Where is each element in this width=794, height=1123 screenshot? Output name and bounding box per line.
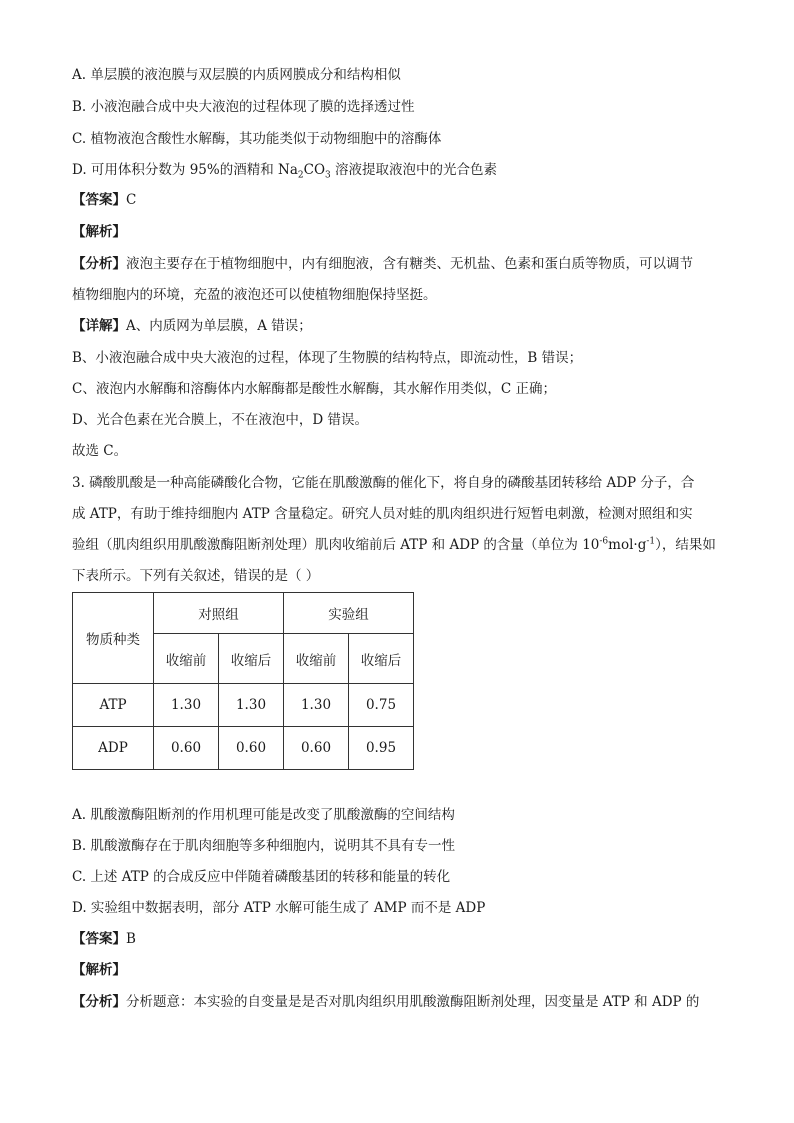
q2-xiangjie-b: B、小液泡融合成中央大液泡的过程，体现了生物膜的结构特点，即流动性，B 错误； bbox=[72, 350, 583, 366]
header-experiment-group: 实验组 bbox=[284, 593, 414, 634]
table-row bbox=[73, 727, 414, 770]
q3-stem-line-4: 下表所示。下列有关叙述，错误的是（ ） bbox=[72, 568, 320, 584]
q3-stem-line-3: 验组（肌肉组织用肌酸激酶阻断剂处理）肌肉收缩前后 ATP 和 ADP 的含量（单位为 $10^{-6}mol\cdot g^{-1}$），结果如 bbox=[72, 536, 716, 553]
subheader-cell: 收缩前 bbox=[154, 634, 219, 684]
table-cell: 1.30 bbox=[154, 684, 219, 727]
q3-option-b: B. 肌酸激酶存在于肌肉细胞等多种细胞内，说明其不具有专一性 bbox=[72, 838, 456, 854]
q2-analysis-label: 【解析】 bbox=[72, 224, 126, 240]
q2-xiangjie-a: 【详解】A、内质网为单层膜，A 错误； bbox=[72, 318, 312, 334]
subheader-cell: 收缩前 bbox=[284, 634, 349, 684]
q3-fenxi-line-1: 【分析】分析题意：本实验的自变量是是否对肌肉组织用肌酸激酶阻断剂处理，因变量是 ATP 和 ADP 的 bbox=[72, 994, 700, 1010]
table-cell: 0.60 bbox=[219, 727, 284, 770]
table-cell: 0.60 bbox=[284, 727, 349, 770]
q3-option-c: C. 上述 ATP 的合成反应中伴随着磷酸基团的转移和能量的转化 bbox=[72, 869, 451, 885]
answer-tag: 【答案】 bbox=[72, 931, 126, 947]
q2-answer: 【答案】C bbox=[72, 192, 137, 208]
q2-xiangjie-c: C、液泡内水解酶和溶酶体内水解酶都是酸性水解酶，其水解作用类似，C 正确； bbox=[72, 381, 556, 397]
results-table bbox=[72, 592, 414, 770]
table-cell: 1.30 bbox=[284, 684, 349, 727]
q3-stem-line-2: 成 ATP，有助于维持细胞内 ATP 含量稳定。研究人员对蛙的肌肉组织进行短暂电刺激，检测对照组和实 bbox=[72, 506, 693, 522]
q2-option-c: C. 植物液泡含酸性水解酶，其功能类似于动物细胞中的溶酶体 bbox=[72, 131, 442, 147]
q3-stem-line-1: 3. 磷酸肌酸是一种高能磷酸化合物，它能在肌酸激酶的催化下，将自身的磷酸基团转移给 ADP 分子，合 bbox=[72, 475, 695, 491]
q3-analysis-label: 【解析】 bbox=[72, 962, 126, 978]
table-cell: 0.95 bbox=[349, 727, 414, 770]
q2-option-a: A. 单层膜的液泡膜与双层膜的内质网膜成分和结构相似 bbox=[72, 67, 401, 83]
subheader-cell: 收缩后 bbox=[349, 634, 414, 684]
q3-answer: 【答案】B bbox=[72, 931, 136, 947]
q2-fenxi-line-1: 【分析】液泡主要存在于植物细胞中，内有细胞液，含有糖类、无机盐、色素和蛋白质等物质，可以调节 bbox=[72, 256, 693, 272]
q2-option-b: B. 小液泡融合成中央大液泡的过程体现了膜的选择透过性 bbox=[72, 99, 415, 115]
row-label: ADP bbox=[73, 727, 154, 770]
table-cell: 0.75 bbox=[349, 684, 414, 727]
q2-conclusion: 故选 C。 bbox=[72, 443, 128, 459]
header-control-group: 对照组 bbox=[154, 593, 284, 634]
row-label: ATP bbox=[73, 684, 154, 727]
answer-tag: 【答案】 bbox=[72, 192, 126, 208]
header-substance: 物质种类 bbox=[73, 593, 154, 684]
q3-option-a: A. 肌酸激酶阻断剂的作用机理可能是改变了肌酸激酶的空间结构 bbox=[72, 807, 455, 823]
table-row bbox=[73, 684, 414, 727]
subheader-cell: 收缩后 bbox=[219, 634, 284, 684]
table-cell: 1.30 bbox=[219, 684, 284, 727]
table-cell: 0.60 bbox=[154, 727, 219, 770]
q2-option-d: D. 可用体积分数为 95%的酒精和 $Na_2CO_3$ 溶液提取液泡中的光合色素 bbox=[72, 162, 498, 181]
q2-fenxi-line-2: 植物细胞内的环境，充盈的液泡还可以使植物细胞保持坚挺。 bbox=[72, 287, 437, 303]
q2-xiangjie-d: D、光合色素在光合膜上，不在液泡中，D 错误。 bbox=[72, 412, 368, 428]
q3-option-d: D. 实验组中数据表明，部分 ATP 水解可能生成了 AMP 而不是 ADP bbox=[72, 900, 486, 916]
